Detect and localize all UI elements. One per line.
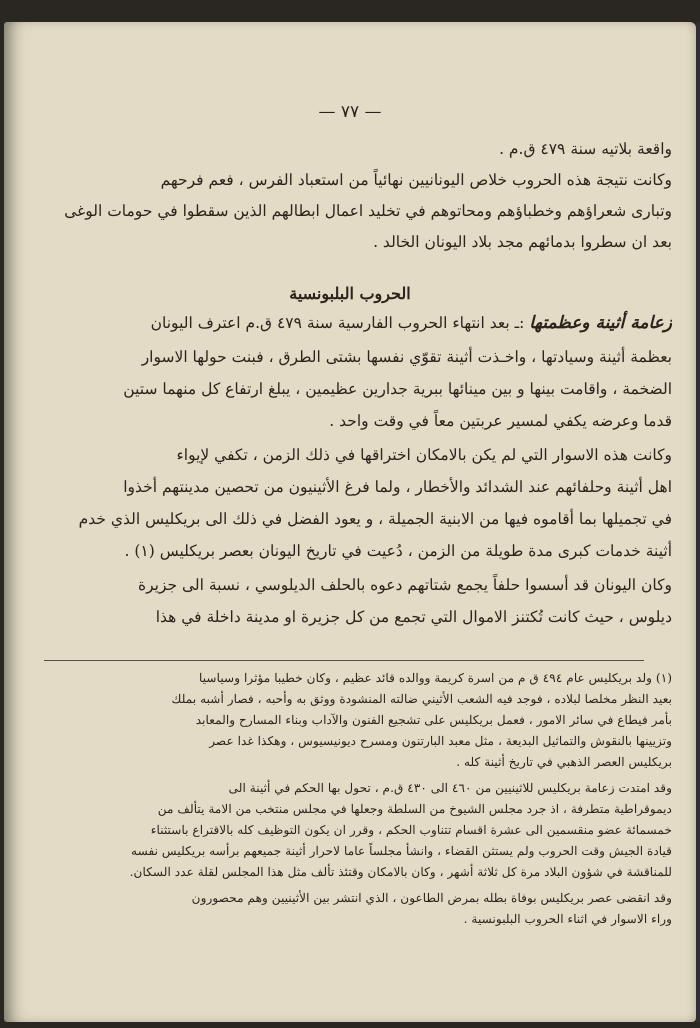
footnote-line: خمسمائة عضو منقسمين الى عشرة اقسام تتناوب الحكم ، وقرر ان يكون التوظيف كله بالاقتراع باستثناء — [150, 823, 672, 837]
footnote-line: وراء الاسوار في اثناء الحروب البلبونسية . — [463, 912, 672, 926]
body-line: بعد ان سطروا بدمائهم مجد بلاد اليونان الخالد . — [373, 233, 672, 251]
footnote-line: للمناقشة في شؤون البلاد مرة كل ثلاثة أشهر ، وكان بالامكان وقتئذ تألف مثل هذا المجلس لقلة عدد السكان. — [129, 865, 672, 879]
body-line: بعظمة أثينة وسيادتها ، واخـذت أثينة تقوّي نفسها بشتى الطرق ، فبنت حولها الاسوار — [141, 348, 672, 366]
side-heading-line — [32, 308, 672, 338]
side-heading-rest: :ـ بعد انتهاء الحروب الفارسية سنة ٤٧٩ ق.م اعترف اليونان — [150, 314, 525, 332]
footnote-line: (١) ولد بريكليس عام ٤٩٤ ق م من اسرة كريمة ووالده قائد عظيم ، وكان خطيبا مؤثرا وسياسيا — [199, 671, 672, 685]
body-line: وكان اليونان قد أسسوا حلفاً يجمع شتاتهم دعوه بالحلف الديلوسي ، نسبة الى جزيرة — [137, 576, 672, 594]
side-heading: زعامة أثينة وعظمتها — [529, 313, 672, 333]
body-line: أثينة خدمات كبرى مدة طويلة من الزمن ، دُعيت في تاريخ اليونان بعصر بريكليس (١) . — [124, 542, 672, 560]
footnote-line: بريكليس العصر الذهبي في تاريخ أثينة كله . — [456, 755, 672, 769]
footnote-line: وتزيينها بالنقوش والتماثيل البديعة ، مثل معبد البارتنون ومسرح ديونيسيوس ، وهكذا غدا عصر — [209, 734, 672, 748]
page-number: — ٧٧ — — [318, 102, 382, 122]
book-page — [4, 22, 696, 1022]
footnote-line: بعيد النظر مخلصا لبلاده ، فوجد فيه الشعب الأثيني ضالته المنشودة ووثق به وأحبه ، فصار أشبه بملك — [171, 692, 672, 706]
body-line: وكانت نتيجة هذه الحروب خلاص اليونانيين نهائياً من استعباد الفرس ، فعم فرحهم — [160, 171, 672, 189]
body-line: واقعة بلاتيه سنة ٤٧٩ ق.م . — [499, 140, 672, 158]
footnote-line: وقد امتدت زعامة بريكليس للاثينيين من ٤٦٠ الى ٤٣٠ ق.م ، تحول بها الحكم في أثينة الى — [228, 781, 672, 795]
body-line: ديلوس ، حيث كانت تُكتنز الاموال التي تجمع من كل جزيرة او مدينة داخلة في هذا — [155, 608, 672, 626]
body-line: الضخمة ، واقامت بينها و بين مينائها ببرية جدارين عظيمين ، يبلغ ارتفاع كل منهما ستين — [123, 380, 672, 398]
footnote-line: بأمر فيطاع في سائر الامور ، فعمل بريكليس على تشجيع الفنون والآداب وبناء المسارح والمعابد — [195, 713, 672, 727]
footnote-line: ديموقراطية متطرفة ، اذ جرد مجلس الشيوخ من السلطة وجعلها في مجلس منتخب من الامة يتألف من — [157, 802, 672, 816]
body-line: قدما وعرضه يكفي لمسير عربتين معاً في وقت واحد . — [329, 412, 672, 430]
body-line: اهل أثينة وحلفائهم عند الشدائد والأخطار ، ولما فرغ الأثينيون من تحصين مدينتهم أخذوا — [123, 478, 672, 496]
footnote-divider — [44, 660, 644, 661]
page-edge — [696, 22, 700, 1022]
body-line: في تجميلها بما أقاموه فيها من الابنية الجميلة ، و يعود الفضل في ذلك الى بريكليس الذي خدم — [78, 510, 672, 528]
footnote-line: وقد انقضى عصر بريكليس بوفاة بطله بمرض الطاعون ، الذي انتشر بين الأثينيين وهم محصورون — [191, 891, 672, 905]
body-line: وتبارى شعراؤهم وخطباؤهم ومحاتوهم في تخليد اعمال ابطالهم الذين سقطوا في حومات الوغى — [64, 202, 672, 220]
footnote-line: قيادة الجيش وقت الحروب ولم يستثن القضاء ، وانشأ مجلساً عاما لاحرار أثينة جميعهم برأسه بريكليس نفسه — [131, 844, 672, 858]
section-heading: الحروب البلبونسية — [289, 284, 411, 303]
body-line: وكانت هذه الاسوار التي لم يكن بالامكان اختراقها في ذلك الزمن ، تكفي لإيواء — [176, 446, 672, 464]
